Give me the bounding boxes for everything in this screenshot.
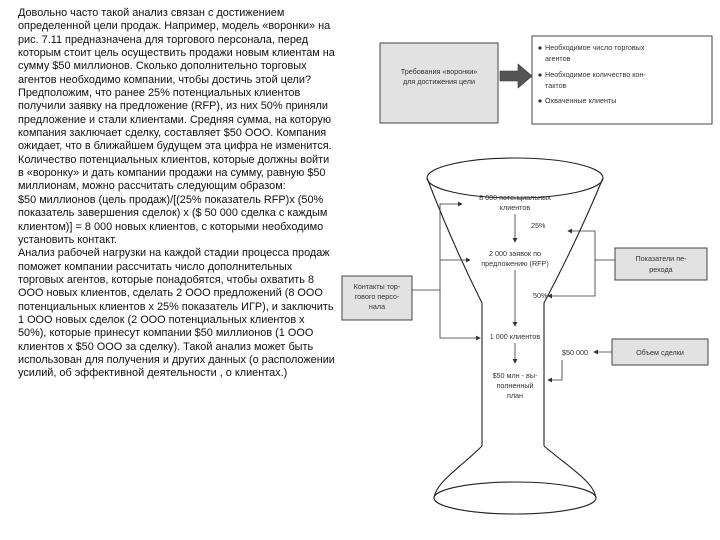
conversion-box	[615, 248, 707, 280]
rate-2: 50%	[533, 291, 548, 300]
stage-1-line-1: 8 000 потенциальных	[479, 193, 551, 202]
stage-3-line-1: 1 000 клиентов	[489, 332, 541, 341]
bullet-dot	[538, 73, 541, 76]
contacts-arrow-stage3	[440, 290, 480, 338]
funnel-figure	[340, 28, 715, 528]
bullet-dot	[538, 46, 541, 49]
conversion-arrow-down	[548, 260, 595, 296]
requirements-arrow	[500, 64, 532, 88]
funnel-diagram	[340, 28, 715, 528]
bullet-2-line-2: тактов	[545, 81, 567, 90]
deal-value: $50 000	[562, 348, 588, 357]
contacts-line-3: нала	[368, 302, 386, 311]
body-text	[18, 7, 336, 381]
requirements-line-2: для достижения цели	[402, 77, 476, 86]
contacts-arrow-stage1	[412, 204, 462, 290]
deal-size-label: Объем сделки	[636, 348, 684, 357]
bullet-1-line-2: агентов	[545, 54, 571, 63]
bullet-1-line-1: Необходимое число торговых	[545, 43, 645, 52]
paragraph-workload: Анализ рабочей нагрузки на каждой стадии процесса продаж поможет компании рассчитать число дополнительных торговых агентов, которые понадобятся, чтобы охватить 8 ООО новых клиентов, сделать 2 ООО предложений (8 ООО потенциальных клиентов х 25% показатель ИГР), и заключить 1 ООО новых сделок (2 ООО потенциальных клиентов х 50%), которые принесут компании $50 миллионов (1 ООО клиентов х $50 ООО за сделку). Такой анализ может быть использован для получения и других данных (о расположении усилий, об эффективной деятельности , о клиентах.)	[18, 247, 335, 380]
paragraph-formula: $50 миллионов (цель продаж)/[(25% показатель RFP)х (50% показатель завершения сделок) х ($ 50 000 сделка с каждым клиентом)] = 8 000 новых клиентов, с которыми необходимо установить контакт.	[18, 193, 328, 246]
bullet-3-line-1: Охваченные клиенты	[545, 96, 617, 105]
contacts-line-1: Контакты тор-	[353, 282, 401, 291]
stage-2-line-1: 2 000 заявок по	[489, 249, 541, 258]
rate-1: 25%	[531, 221, 546, 230]
bullet-2-line-1: Необходимое количество кон-	[545, 70, 646, 79]
stage-1-line-2: клиентов	[499, 203, 531, 212]
deal-value-arrow	[548, 360, 562, 380]
conversion-arrow-up	[568, 231, 615, 260]
stage-2-line-2: предложению (RFP)	[481, 259, 549, 268]
bullet-dot	[538, 99, 541, 102]
paragraph-calc-intro: Количество потенциальных клиентов, которые должны войти в «воронку» и дать компании продажи на сумму, равную $50 миллионам, можно рассчитать следующим образом:	[18, 153, 330, 193]
conversion-line-2: рехода	[649, 265, 673, 274]
paragraph-funnel-goal: Довольно часто такой анализ связан с достижением определенной цели продаж. Например, модель «воронки» на рис. 7.11 предназначена для торгового персонала, перед которым стоит цель осуществить продажи новым клиентам на сумму $50 миллионов. Сколько дополнительно торговых агентов необходимо компании, чтобы достичь этой цели? Предположим, что ранее 25% потенциальных клиентов получили заявку на предложение (RFP), из них 50% приняли предложение и стали клиентами. Средняя сумма, на которую компания заключает сделку, составляет $50 ООО. Компания ожидает, что в ближайшем будущем эта цифра не изменится.	[18, 7, 335, 153]
stage-4-line-3: план	[506, 391, 524, 400]
stage-4-line-2: полненный	[496, 381, 534, 390]
conversion-line-1: Показатели пе-	[635, 254, 687, 263]
requirements-line-1: Требования «воронки»	[400, 67, 478, 76]
contacts-line-2: гового персо-	[354, 292, 400, 301]
stage-4-line-1: $50 млн - вы-	[492, 371, 538, 380]
